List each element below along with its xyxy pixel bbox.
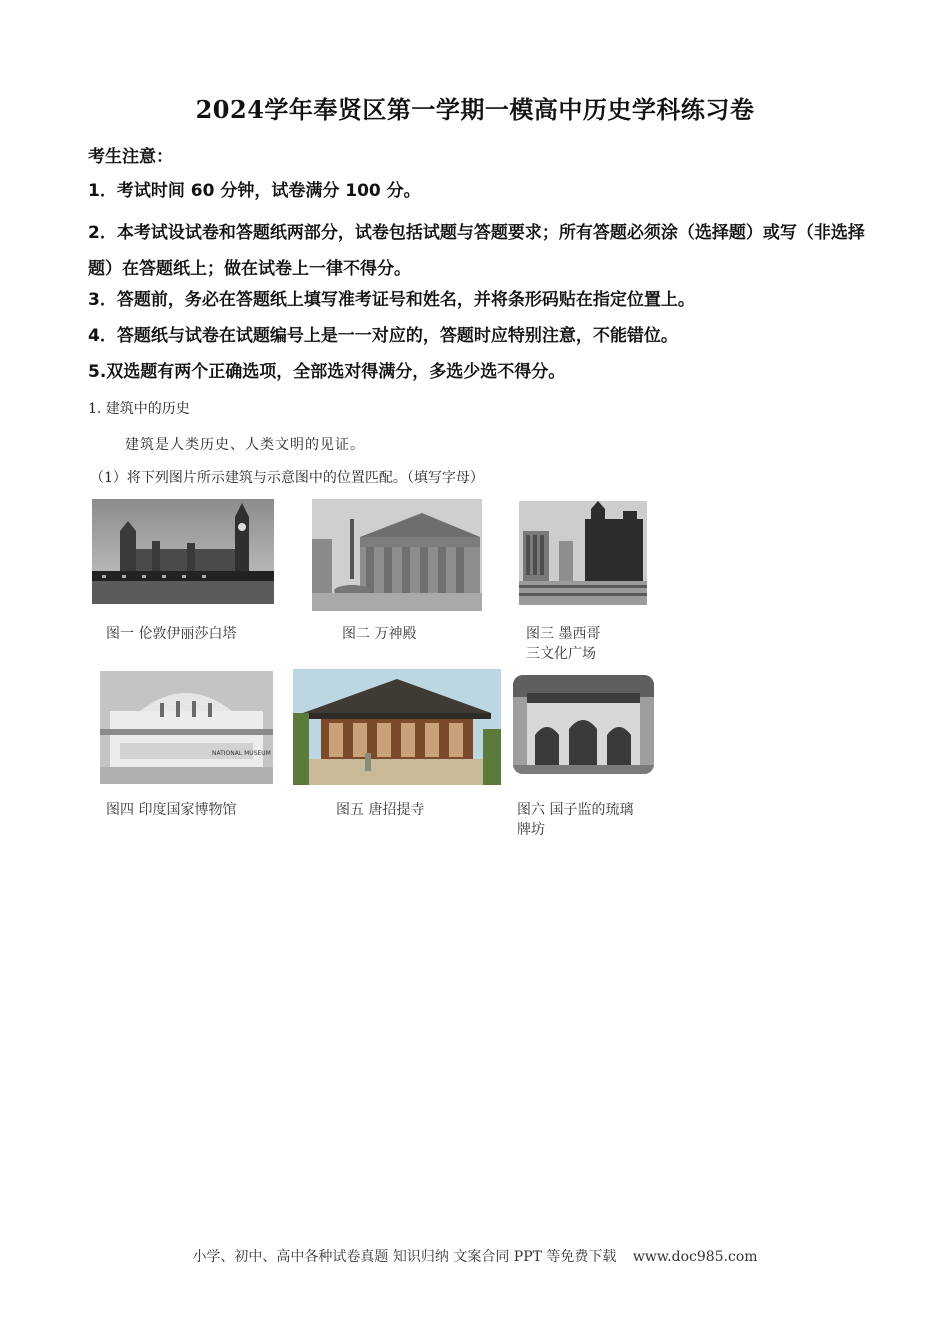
figure-3-image	[519, 501, 647, 605]
figure-5-caption: 图五 唐招提寺	[336, 802, 425, 818]
figure-3-caption	[526, 624, 600, 664]
footer-url[interactable]: www.doc985.com	[632, 1249, 758, 1265]
museum-sign-text: NATIONAL MUSEUM	[212, 750, 271, 757]
figure-2-caption: 图二 万神殿	[342, 626, 417, 642]
notice-heading: 考生注意：	[88, 147, 173, 167]
figure-5-image	[293, 669, 501, 785]
question-title: 1. 建筑中的历史	[88, 401, 190, 417]
figure-1-image	[92, 499, 274, 604]
notice-item-2: 2．本考试设试卷和答题纸两部分，试卷包括试题与答题要求；所有答题必须涂（选择题）或写（非选择题）在答题纸上；做在试卷上一律不得分。	[88, 223, 865, 279]
figure-6-caption	[517, 800, 633, 840]
notice-item-5: 5.双选题有两个正确选项，全部选对得满分，多选少选不得分。	[88, 362, 566, 382]
figure-3-caption-line1: 图三 墨西哥	[526, 626, 601, 642]
figure-3-caption-line2: 三文化广场	[526, 646, 596, 662]
notice-item-3: 3．答题前，务必在答题纸上填写准考证号和姓名，并将条形码贴在指定位置上。	[88, 290, 695, 310]
question-sub1: （1）将下列图片所示建筑与示意图中的位置匹配。（填写字母）	[90, 470, 484, 486]
page-footer	[0, 1246, 950, 1266]
figure-6-caption-line2: 牌坊	[517, 822, 545, 838]
figure-4-caption: 图四 印度国家博物馆	[106, 802, 237, 818]
figure-6-caption-line1: 图六 国子监的琉璃	[517, 802, 634, 818]
figure-2-image	[312, 499, 482, 611]
page-title: 2024学年奉贤区第一学期一模高中历史学科练习卷	[195, 95, 755, 124]
question-intro: 建筑是人类历史、人类文明的见证。	[125, 437, 365, 453]
notice-item-1: 1．考试时间 60 分钟，试卷满分 100 分。	[88, 181, 421, 201]
figure-1-caption: 图一 伦敦伊丽莎白塔	[106, 626, 237, 642]
figure-4-image	[100, 671, 273, 784]
footer-text: 小学、初中、高中各种试卷真题 知识归纳 文案合同 PPT 等免费下载	[192, 1249, 617, 1265]
figure-6-image	[513, 675, 654, 774]
notice-item-4: 4．答题纸与试卷在试题编号上是一一对应的，答题时应特别注意，不能错位。	[88, 326, 678, 346]
